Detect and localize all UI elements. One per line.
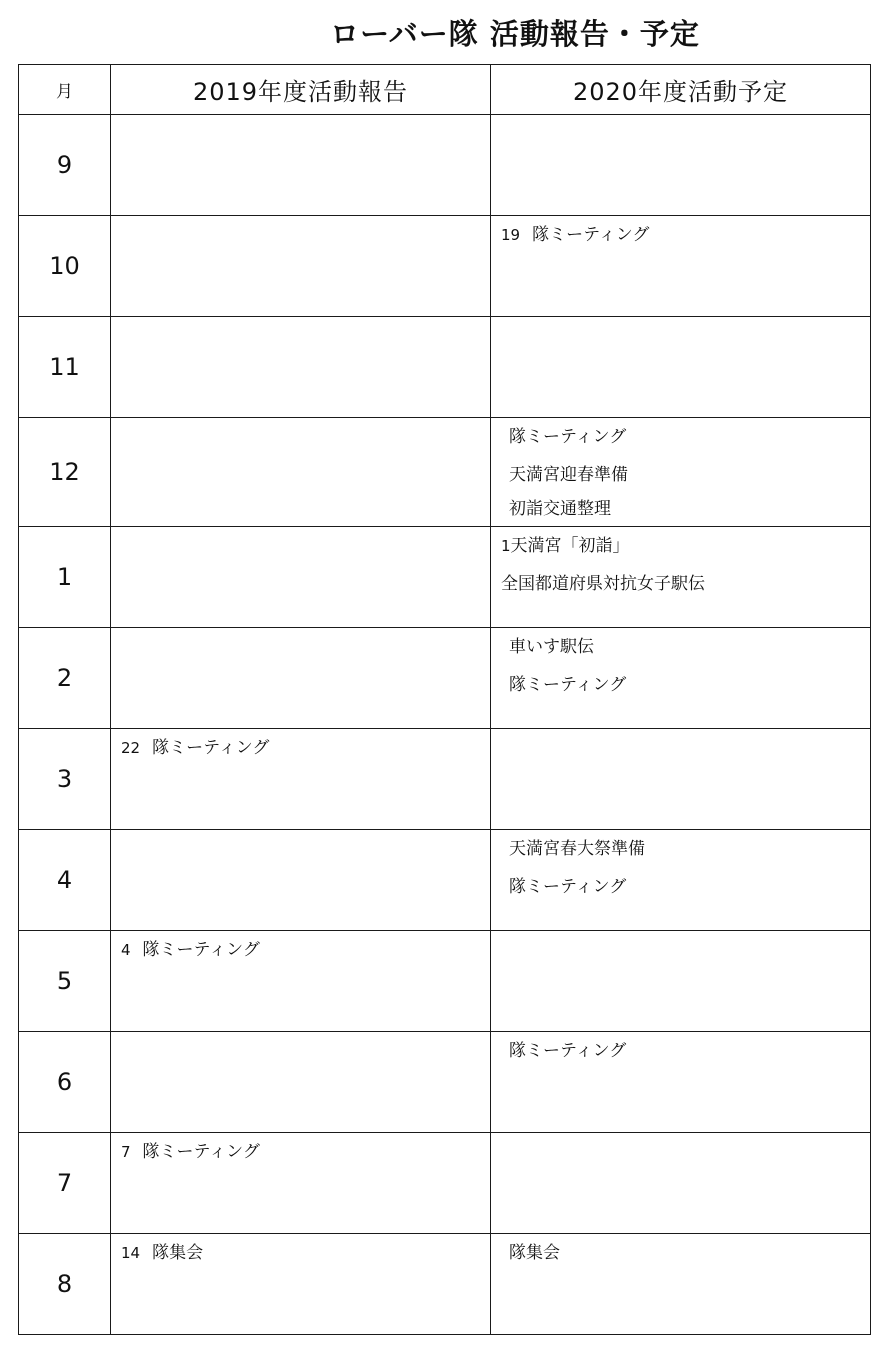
entry-item xyxy=(509,668,870,702)
table-row xyxy=(19,931,871,1032)
entry-text: 天満宮「初詣」 xyxy=(510,536,630,556)
report-cell xyxy=(111,418,491,527)
month-cell: 12 xyxy=(19,418,111,527)
plan-entry-list xyxy=(491,216,870,256)
report-cell xyxy=(111,1032,491,1133)
plan-entry-list xyxy=(491,628,870,702)
table-row xyxy=(19,527,871,628)
report-cell xyxy=(111,216,491,317)
month-cell: 3 xyxy=(19,729,111,830)
entry-item xyxy=(509,1240,870,1274)
plan-entry-list xyxy=(491,1032,870,1072)
entry-text: 隊ミーティング xyxy=(532,225,650,245)
report-cell xyxy=(111,115,491,216)
report-cell xyxy=(111,1234,491,1335)
plan-cell xyxy=(491,830,871,931)
entry-text: 隊集会 xyxy=(152,1243,204,1263)
month-cell: 4 xyxy=(19,830,111,931)
plan-cell xyxy=(491,729,871,830)
report-cell xyxy=(111,729,491,830)
entry-item xyxy=(509,634,870,668)
month-cell: 1 xyxy=(19,527,111,628)
entry-day: 4 xyxy=(121,941,131,959)
table-row xyxy=(19,115,871,216)
activity-table xyxy=(18,64,871,1335)
entry-day: 14 xyxy=(121,1244,141,1262)
report-entry-list xyxy=(111,931,490,971)
entry-text: 初詣交通整理 xyxy=(509,499,611,519)
report-cell xyxy=(111,527,491,628)
entry-day: 22 xyxy=(121,739,141,757)
month-cell: 10 xyxy=(19,216,111,317)
entry-text: 車いす駅伝 xyxy=(509,637,594,657)
month-cell: 7 xyxy=(19,1133,111,1234)
plan-entry-list xyxy=(491,418,870,526)
entry-item xyxy=(501,222,870,256)
plan-cell xyxy=(491,418,871,527)
month-column-header: 月 xyxy=(19,65,111,115)
month-cell: 2 xyxy=(19,628,111,729)
plan-entry-list xyxy=(491,527,870,601)
entry-text: 隊ミーティング xyxy=(152,738,270,758)
table-row xyxy=(19,628,871,729)
month-cell: 11 xyxy=(19,317,111,418)
month-cell: 6 xyxy=(19,1032,111,1133)
entry-item xyxy=(509,492,870,526)
table-body xyxy=(19,115,871,1335)
report-cell xyxy=(111,628,491,729)
report-cell xyxy=(111,830,491,931)
table-row xyxy=(19,216,871,317)
plan-cell xyxy=(491,1133,871,1234)
entry-text: 隊ミーティング xyxy=(142,1142,260,1162)
entry-text: 天満宮春大祭準備 xyxy=(509,839,645,859)
entry-item xyxy=(501,567,870,601)
plan-cell xyxy=(491,216,871,317)
plan-cell xyxy=(491,1032,871,1133)
report-cell xyxy=(111,317,491,418)
table-row xyxy=(19,317,871,418)
entry-text: 隊ミーティング xyxy=(509,877,627,897)
report-column-header: 2019年度活動報告 xyxy=(111,65,491,115)
entry-item xyxy=(509,836,870,870)
table-row xyxy=(19,729,871,830)
plan-cell xyxy=(491,628,871,729)
plan-cell xyxy=(491,527,871,628)
report-entry-list xyxy=(111,1234,490,1274)
entry-day: 1 xyxy=(501,537,511,555)
entry-text: 隊集会 xyxy=(509,1243,560,1263)
entry-item xyxy=(509,1038,870,1072)
table-row xyxy=(19,1234,871,1335)
month-cell: 8 xyxy=(19,1234,111,1335)
page-title: ローバー隊 活動報告・予定 xyxy=(330,17,700,51)
table-row xyxy=(19,1032,871,1133)
report-entry-list xyxy=(111,1133,490,1173)
entry-day: 19 xyxy=(501,226,521,244)
report-cell xyxy=(111,931,491,1032)
entry-day: 7 xyxy=(121,1143,131,1161)
entry-item xyxy=(121,735,490,769)
plan-entry-list xyxy=(491,1234,870,1274)
entry-text: 全国都道府県対抗女子駅伝 xyxy=(501,574,705,594)
entry-item xyxy=(509,458,870,492)
table-row xyxy=(19,830,871,931)
entry-text: 隊ミーティング xyxy=(142,940,260,960)
plan-column-header: 2020年度活動予定 xyxy=(491,65,871,115)
plan-cell xyxy=(491,317,871,418)
entry-item xyxy=(121,937,490,971)
header-row xyxy=(19,65,871,115)
month-cell: 5 xyxy=(19,931,111,1032)
plan-cell xyxy=(491,115,871,216)
entry-item xyxy=(509,870,870,904)
plan-cell xyxy=(491,1234,871,1335)
report-entry-list xyxy=(111,729,490,769)
entry-item xyxy=(501,533,870,567)
entry-text: 隊ミーティング xyxy=(509,675,627,695)
entry-item xyxy=(121,1139,490,1173)
month-cell: 9 xyxy=(19,115,111,216)
table-row xyxy=(19,1133,871,1234)
table-row xyxy=(19,418,871,527)
entry-item xyxy=(509,424,870,458)
entry-text: 隊ミーティング xyxy=(509,1041,627,1061)
entry-item xyxy=(121,1240,490,1274)
entry-text: 隊ミーティング xyxy=(509,427,627,447)
report-cell xyxy=(111,1133,491,1234)
entry-text: 天満宮迎春準備 xyxy=(509,465,628,485)
plan-entry-list xyxy=(491,830,870,904)
plan-cell xyxy=(491,931,871,1032)
